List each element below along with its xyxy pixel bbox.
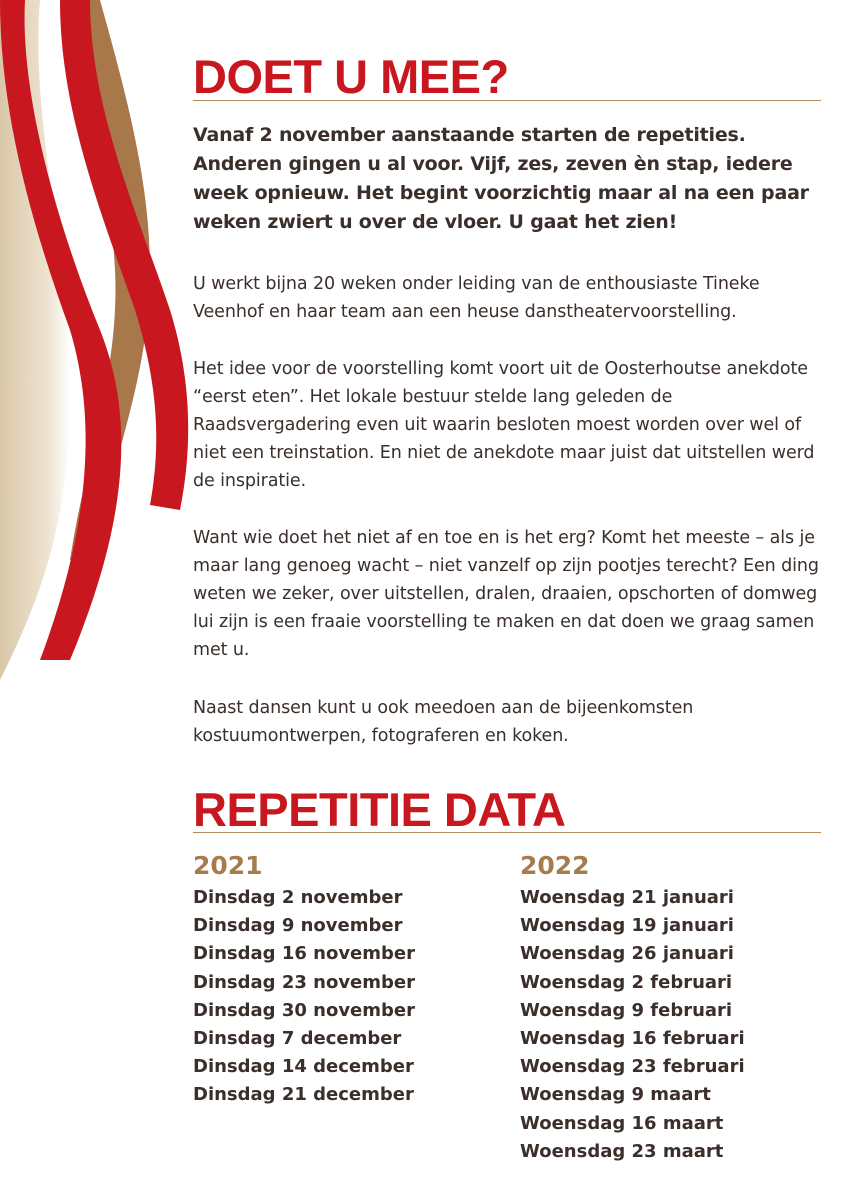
page-title: DOET U MEE? xyxy=(193,52,821,101)
date-item: Dinsdag 2 november xyxy=(193,887,403,908)
date-item: Woensdag 16 februari xyxy=(520,1028,745,1050)
section-title-repetitie-data: REPETITIE DATA xyxy=(193,785,821,833)
year-heading-2021: 2021 xyxy=(193,851,263,880)
paragraph-1: U werkt bijna 20 weken onder leiding van de enthousiaste Tineke Veenhof en haar team aan een heuse danstheatervoorstelling. xyxy=(193,274,760,322)
date-item: Woensdag 9 februari xyxy=(520,999,733,1021)
date-item: Dinsdag 14 december xyxy=(193,1056,414,1078)
date-item: Dinsdag 7 december xyxy=(193,1028,402,1050)
lead-paragraph: Vanaf 2 november aanstaande starten de repetities. Anderen gingen u al voor. Vijf, zes, zeven èn stap, iedere week opnieuw. Het begint voorzichtig maar al na een paar weken zwiert u over de vloer. U gaat het zien! xyxy=(193,124,809,233)
date-list-2021 xyxy=(193,884,415,1110)
paragraph-4: Naast dansen kunt u ook meedoen aan de bijeenkomsten kostuumontwerpen, fotograferen en koken. xyxy=(193,698,694,746)
date-item: Dinsdag 16 november xyxy=(193,943,415,965)
date-item: Dinsdag 30 november xyxy=(193,999,415,1021)
date-item: Woensdag 21 januari xyxy=(520,887,734,908)
date-list-2022 xyxy=(520,884,745,1166)
date-item: Dinsdag 9 november xyxy=(193,915,403,937)
date-item: Woensdag 16 maart xyxy=(520,1112,724,1134)
paragraph-2: Het idee voor de voorstelling komt voort uit de Oosterhoutse anekdote “eerst eten”. Het lokale bestuur stelde lang geleden de Raadsvergadering even uit waarin besloten moest worden over wel of niet een treinstation. En niet de anekdote maar juist dat uitstellen werd de inspiratie. xyxy=(193,359,815,491)
date-item: Woensdag 23 februari xyxy=(520,1056,745,1078)
date-item: Woensdag 23 maart xyxy=(520,1140,724,1162)
ribbon-decoration xyxy=(0,0,200,700)
year-heading-2022: 2022 xyxy=(520,851,590,880)
date-item: Woensdag 9 maart xyxy=(520,1084,711,1106)
date-item: Dinsdag 23 november xyxy=(193,971,415,993)
date-item: Woensdag 2 februari xyxy=(520,971,733,993)
date-item: Woensdag 19 januari xyxy=(520,915,734,937)
date-item: Dinsdag 21 december xyxy=(193,1084,414,1106)
date-item: Woensdag 26 januari xyxy=(520,943,734,965)
paragraph-3: Want wie doet het niet af en toe en is het erg? Komt het meeste – als je maar lang genoeg wacht – niet vanzelf op zijn pootjes terecht? Een ding weten we zeker, over uitstellen, dralen, draaien, opschorten of domweg lui zijn is een fraaie voorstelling te maken en dat doen we graag samen met u. xyxy=(193,528,819,660)
